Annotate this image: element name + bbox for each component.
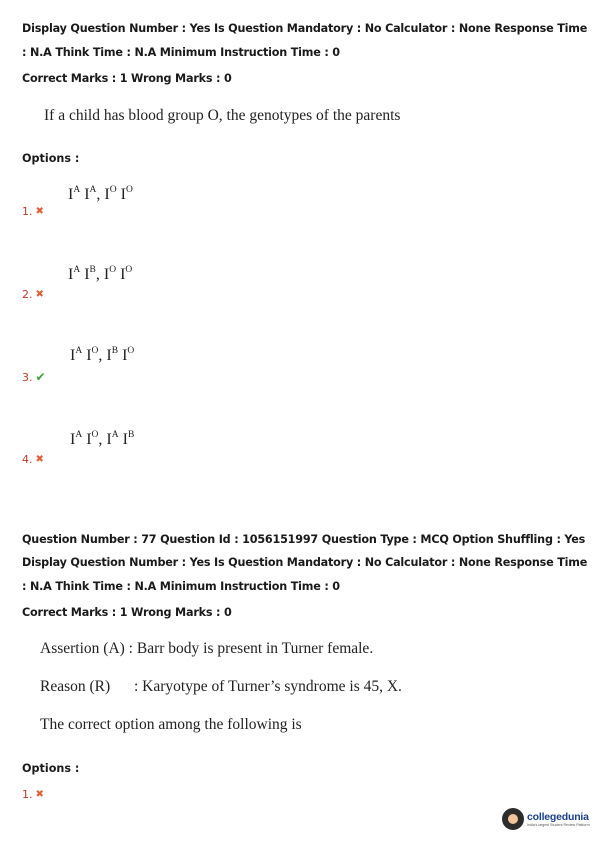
logo-name: collegedunia xyxy=(527,811,589,823)
question-meta-line: Display Question Number : Yes Is Question Mandatory : No Calculator : None Response Time xyxy=(22,556,588,569)
option-1-text[interactable]: $I^A$ $I^A$, $I^O$ $I^O$ xyxy=(68,185,133,203)
collegedunia-logo xyxy=(502,804,592,834)
check-icon: ✔ xyxy=(35,370,46,384)
option-4-text[interactable]: $I^A$ $I^O$, $I^A$ $I^B$ xyxy=(70,430,135,448)
question-meta-line: : N.A Think Time : N.A Minimum Instruction Time : 0 xyxy=(22,46,340,59)
reason-label: Reason (R) xyxy=(40,678,111,695)
question-marks: Correct Marks : 1 Wrong Marks : 0 xyxy=(22,606,232,619)
option-1-number[interactable]: 1. ✖ xyxy=(22,205,44,218)
cross-icon: ✖ xyxy=(35,289,44,300)
assertion-text: Assertion (A) : Barr body is present in Turner female. xyxy=(40,640,374,657)
question-prompt: The correct option among the following is xyxy=(40,716,302,733)
options-label: Options : xyxy=(22,762,80,775)
logo-tagline: India's largest Student Review Platform xyxy=(527,823,590,827)
cross-icon: ✖ xyxy=(35,789,44,800)
option-2-number[interactable]: 2. ✖ xyxy=(22,288,44,301)
cross-icon: ✖ xyxy=(35,206,44,217)
option-1-number[interactable]: 1. ✖ xyxy=(22,788,44,801)
option-3-number[interactable]: 3. ✔ xyxy=(22,370,46,384)
question-meta-line: Question Number : 77 Question Id : 1056151997 Question Type : MCQ Option Shuffling : Yes xyxy=(22,533,586,546)
options-label: Options : xyxy=(22,152,80,165)
option-2-text[interactable]: $I^A$ $I^B$, $I^O$ $I^O$ xyxy=(68,265,133,283)
reason-text: : Karyotype of Turner’s syndrome is 45, X. xyxy=(134,678,402,695)
question-text: If a child has blood group O, the genotypes of the parents xyxy=(44,107,401,124)
logo-mascot-icon xyxy=(502,808,524,830)
question-meta-line: Display Question Number : Yes Is Question Mandatory : No Calculator : None Response Time xyxy=(22,22,588,35)
option-3-text[interactable]: $I^A$ $I^O$, $I^B$ $I^O$ xyxy=(70,346,135,364)
question-meta-line: : N.A Think Time : N.A Minimum Instruction Time : 0 xyxy=(22,580,340,593)
option-4-number[interactable]: 4. ✖ xyxy=(22,453,44,466)
cross-icon: ✖ xyxy=(35,454,44,465)
question-marks: Correct Marks : 1 Wrong Marks : 0 xyxy=(22,72,232,85)
